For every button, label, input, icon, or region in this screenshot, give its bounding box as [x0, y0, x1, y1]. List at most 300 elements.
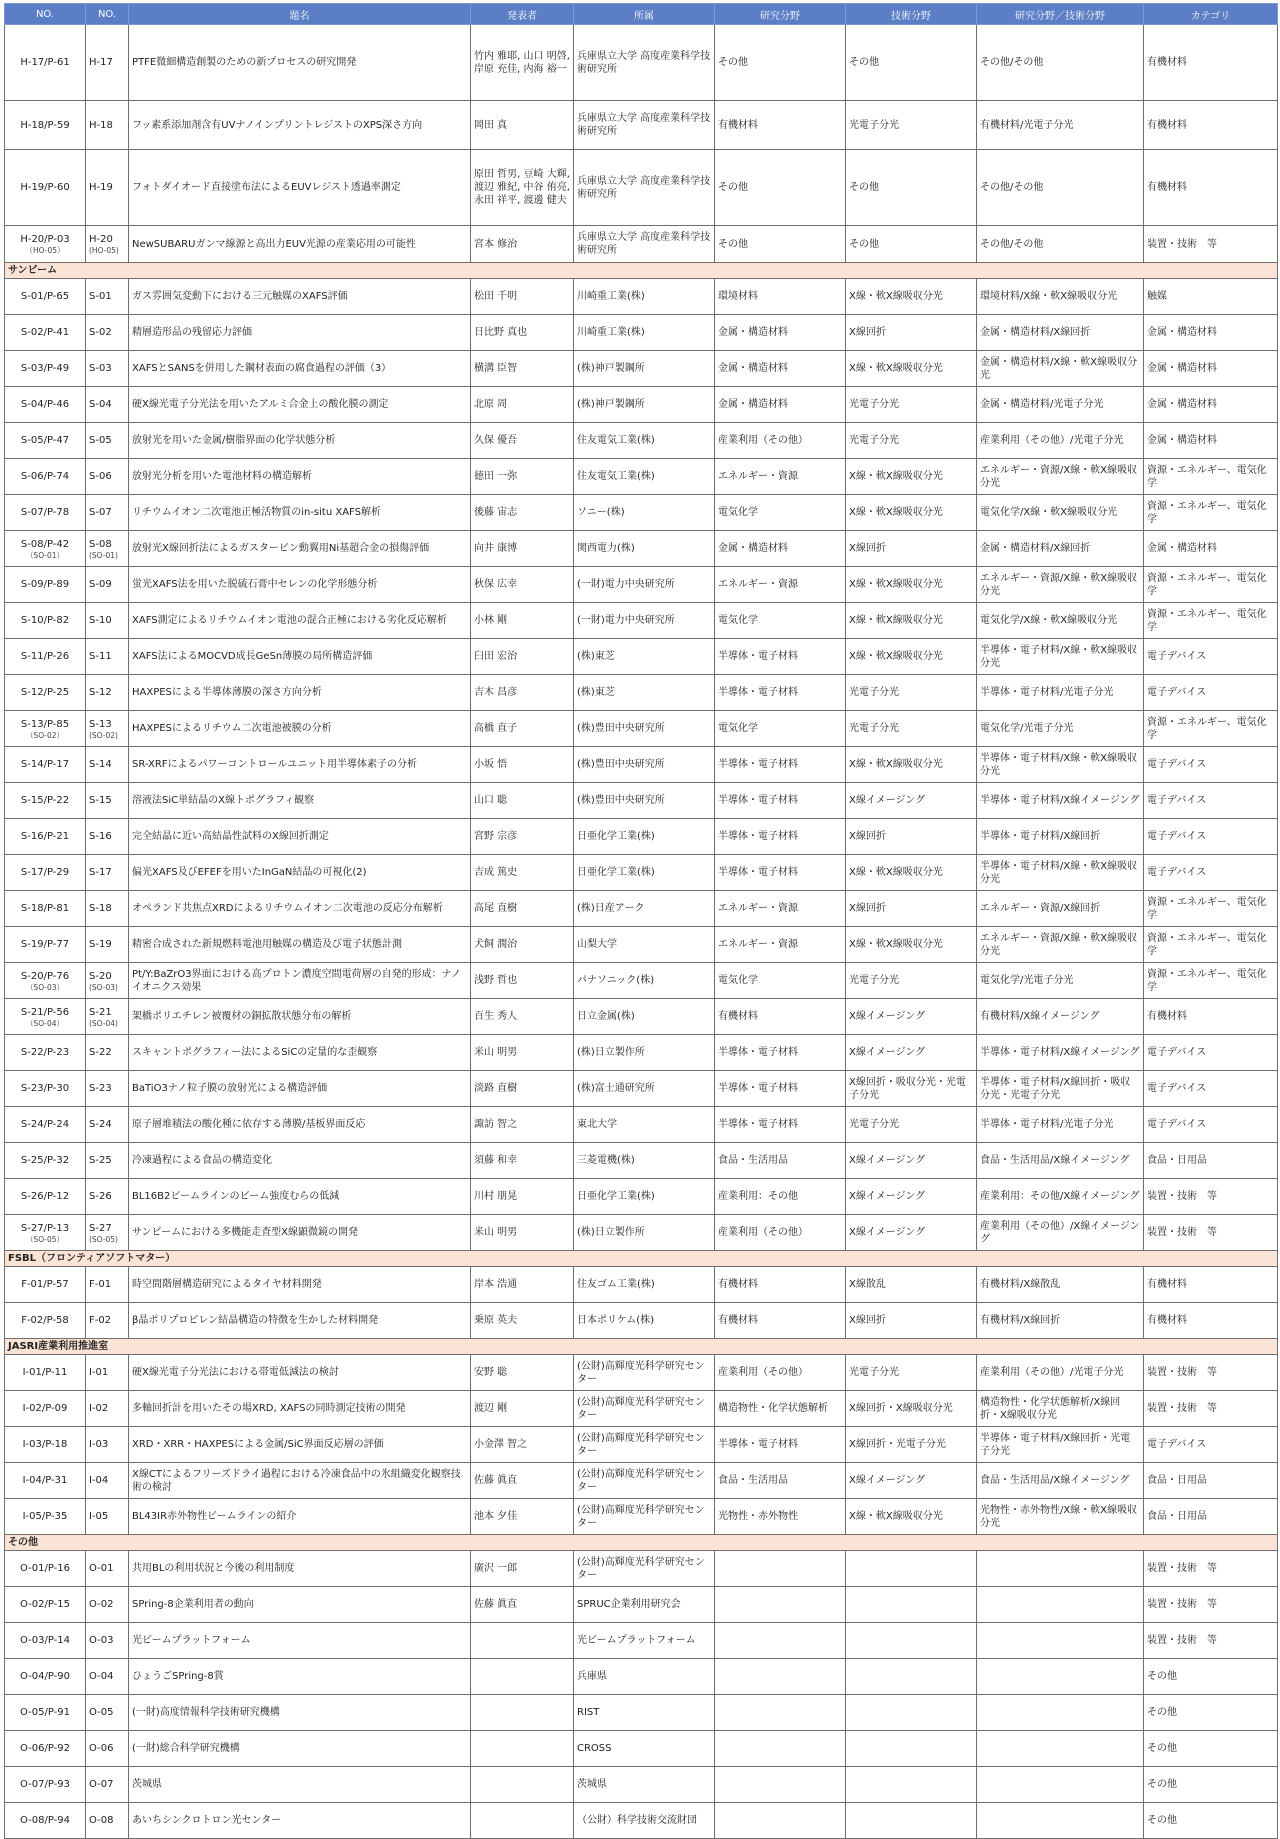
cell-no — [5, 1355, 86, 1391]
cell-category-text: 有機材料 — [1147, 1315, 1187, 1326]
cell-no-sub: （SO-01） — [25, 550, 65, 560]
cell-category-text: 資源・エネルギー、電気化学 — [1147, 572, 1267, 597]
cell-field-technique — [977, 387, 1144, 423]
cell-title — [129, 891, 471, 927]
cell-no — [5, 150, 86, 226]
cell-title-text: 精層造形品の残留応力評価 — [132, 327, 252, 338]
cell-research-field — [715, 1463, 846, 1499]
cell-affiliation — [574, 25, 715, 101]
cell-affiliation-text: 光ビームプラットフォーム — [577, 1635, 696, 1646]
cell-title-text: 原子層堆積法の酸化種に依存する薄膜/基板界面反応 — [132, 1119, 366, 1130]
cell-research-field-text: その他 — [718, 182, 748, 193]
cell-title — [129, 927, 471, 963]
cell-affiliation — [574, 1463, 715, 1499]
cell-no-short-text: S-04 — [89, 399, 112, 410]
cell-no — [5, 1143, 86, 1179]
cell-category — [1144, 1623, 1278, 1659]
cell-no — [5, 1071, 86, 1107]
cell-no-short — [86, 1551, 129, 1587]
cell-field-technique-text: 光物性・赤外物性/X線・軟X線吸収分光 — [980, 1504, 1138, 1529]
cell-technique — [846, 963, 977, 999]
cell-field-technique — [977, 1499, 1144, 1535]
cell-field-technique — [977, 279, 1144, 315]
cell-no — [5, 1587, 86, 1623]
cell-title-text: BL16B2ビームラインのビーム強度むらの低減 — [132, 1191, 340, 1202]
table-row — [5, 226, 1278, 263]
cell-no-text: S-27/P-13 — [20, 1222, 70, 1234]
cell-presenter-text: 吉木 昌彦 — [474, 687, 518, 698]
cell-title — [129, 1499, 471, 1535]
table-row — [5, 1695, 1278, 1731]
cell-category — [1144, 1587, 1278, 1623]
cell-field-technique — [977, 1659, 1144, 1695]
cell-title-text: (一財)総合科学研究機構 — [132, 1743, 240, 1754]
cell-technique-text: X線イメージング — [849, 795, 926, 806]
cell-technique — [846, 675, 977, 711]
cell-no-short-text: I-04 — [89, 1475, 109, 1486]
cell-title — [129, 1303, 471, 1339]
cell-no-text: O-04/P-90 — [20, 1671, 70, 1682]
cell-title-text: β晶ポリプロピレン結晶構造の特徴を生かした材料開発 — [132, 1315, 379, 1326]
cell-title — [129, 1071, 471, 1107]
cell-no-short-text: S-13 — [89, 718, 112, 730]
cell-affiliation — [574, 603, 715, 639]
cell-affiliation-text: (公財)高輝度光科学研究センター — [577, 1432, 705, 1457]
cell-affiliation — [574, 1767, 715, 1803]
cell-technique — [846, 351, 977, 387]
cell-presenter-text: 諏訪 智之 — [474, 1119, 518, 1130]
cell-no-text: I-01/P-11 — [22, 1367, 68, 1378]
cell-field-technique-text: 電気化学/光電子分光 — [980, 975, 1074, 986]
cell-category-text: 金属・構造材料 — [1147, 399, 1217, 410]
cell-no-short-text: I-01 — [89, 1367, 109, 1378]
cell-field-technique-text: 半導体・電子材料/X線・軟X線吸収分光 — [980, 752, 1138, 777]
table-row — [5, 423, 1278, 459]
cell-research-field-text: 環境材料 — [718, 291, 758, 302]
cell-field-technique — [977, 1143, 1144, 1179]
cell-no — [5, 1267, 86, 1303]
cell-presenter — [471, 567, 574, 603]
cell-technique-text: X線回折・吸収分光・光電子分光 — [849, 1076, 966, 1101]
cell-no — [5, 1391, 86, 1427]
cell-title — [129, 567, 471, 603]
cell-presenter — [471, 675, 574, 711]
cell-field-technique — [977, 927, 1144, 963]
cell-research-field-text: 金属・構造材料 — [718, 399, 788, 410]
cell-no-text: S-25/P-32 — [20, 1155, 70, 1166]
cell-technique-text: 光電子分光 — [849, 723, 899, 734]
cell-title-text: SPring-8企業利用者の動向 — [132, 1599, 254, 1610]
cell-category-text: 電子デバイス — [1147, 1119, 1207, 1130]
cell-no-text: F-02/P-58 — [21, 1315, 69, 1326]
cell-research-field — [715, 891, 846, 927]
cell-field-technique-text: 金属・構造材料/光電子分光 — [980, 399, 1104, 410]
cell-no-short — [86, 1463, 129, 1499]
cell-presenter — [471, 639, 574, 675]
cell-no-short — [86, 1071, 129, 1107]
cell-technique — [846, 1551, 977, 1587]
cell-title — [129, 279, 471, 315]
cell-technique-text: X線・軟X線吸収分光 — [849, 651, 943, 662]
cell-affiliation-text: (株)豊田中央研究所 — [577, 795, 665, 806]
cell-title-text: PTFE微細構造創製のための新プロセスの研究開発 — [132, 57, 357, 68]
cell-no — [5, 963, 86, 999]
cell-no-short-text: O-03 — [89, 1635, 114, 1646]
cell-technique-text: その他 — [849, 57, 879, 68]
cell-affiliation-text: (株)神戸製鋼所 — [577, 363, 645, 374]
cell-affiliation — [574, 819, 715, 855]
table-row — [5, 1499, 1278, 1535]
cell-category-text: 電子デバイス — [1147, 1083, 1207, 1094]
cell-technique — [846, 531, 977, 567]
cell-technique — [846, 495, 977, 531]
cell-affiliation — [574, 226, 715, 263]
cell-no-short-text: S-19 — [89, 939, 112, 950]
cell-no — [5, 783, 86, 819]
cell-technique — [846, 1427, 977, 1463]
cell-research-field-text: 金属・構造材料 — [718, 327, 788, 338]
cell-category-text: その他 — [1147, 1707, 1177, 1718]
cell-no-text: S-14/P-17 — [20, 759, 70, 770]
cell-no — [5, 423, 86, 459]
cell-no-short-text: H-18 — [89, 119, 113, 131]
cell-presenter — [471, 1035, 574, 1071]
cell-presenter — [471, 1463, 574, 1499]
cell-title — [129, 1215, 471, 1251]
cell-technique — [846, 150, 977, 226]
cell-affiliation-text: 川崎重工業(株) — [577, 327, 645, 338]
cell-field-technique — [977, 101, 1144, 150]
cell-research-field — [715, 1107, 846, 1143]
cell-affiliation-text: (株)豊田中央研究所 — [577, 759, 665, 770]
table-row — [5, 351, 1278, 387]
cell-affiliation — [574, 1179, 715, 1215]
cell-affiliation-text: 兵庫県立大学 高度産業科学技術研究所 — [577, 50, 711, 75]
cell-no — [5, 1215, 86, 1251]
cell-field-technique — [977, 1463, 1144, 1499]
table-row — [5, 783, 1278, 819]
cell-no-text: O-03/P-14 — [20, 1635, 70, 1646]
cell-category-text: 資源・エネルギー、電気化学 — [1147, 932, 1267, 957]
cell-technique — [846, 927, 977, 963]
cell-research-field — [715, 315, 846, 351]
cell-no-short — [86, 150, 129, 226]
cell-no — [5, 279, 86, 315]
cell-affiliation-text: 関西電力(株) — [577, 543, 635, 554]
cell-category-text: 金属・構造材料 — [1147, 327, 1217, 338]
cell-no — [5, 351, 86, 387]
table-row — [5, 387, 1278, 423]
cell-field-technique-text: 産業利用（その他）/光電子分光 — [980, 435, 1124, 446]
cell-title-text: あいちシンクロトロン光センター — [132, 1815, 282, 1826]
cell-no-sub: （SO-03） — [25, 982, 65, 992]
cell-presenter-text: 吉成 篤史 — [474, 867, 518, 878]
cell-no — [5, 1551, 86, 1587]
cell-research-field-text: 半導体・電子材料 — [718, 1119, 798, 1130]
cell-no-short — [86, 101, 129, 150]
cell-technique-text: X線・軟X線吸収分光 — [849, 507, 943, 518]
cell-affiliation-text: (公財)高輝度光科学研究センター — [577, 1396, 705, 1421]
cell-affiliation-text: 茨城県 — [577, 1779, 607, 1790]
cell-presenter — [471, 1551, 574, 1587]
cell-presenter-text: 淡路 直樹 — [474, 1083, 518, 1094]
cell-presenter-text: 宮本 修治 — [474, 238, 518, 250]
cell-title — [129, 639, 471, 675]
cell-title-text: リチウムイオン二次電池正極活物質のin-situ XAFS解析 — [132, 507, 381, 518]
cell-research-field-text: 電気化学 — [718, 615, 758, 626]
cell-no-text: S-20/P-76 — [20, 970, 70, 982]
cell-category — [1144, 1143, 1278, 1179]
cell-no — [5, 855, 86, 891]
cell-field-technique — [977, 1551, 1144, 1587]
cell-no-text: O-07/P-93 — [20, 1779, 70, 1790]
cell-affiliation-text: SPRUC企業利用研究会 — [577, 1599, 681, 1610]
cell-title-text: 硬X線光電子分光法を用いたアルミ合金上の酸化膜の測定 — [132, 399, 389, 410]
cell-field-technique-text: その他/その他 — [980, 238, 1044, 250]
cell-field-technique — [977, 675, 1144, 711]
cell-affiliation — [574, 1803, 715, 1839]
cell-no-short — [86, 711, 129, 747]
cell-research-field-text: 電気化学 — [718, 723, 758, 734]
cell-no — [5, 567, 86, 603]
cell-category-text: 資源・エネルギー、電気化学 — [1147, 716, 1267, 741]
cell-no-short — [86, 459, 129, 495]
cell-title — [129, 1731, 471, 1767]
cell-affiliation-text: 川崎重工業(株) — [577, 291, 645, 302]
cell-field-technique-text: 金属・構造材料/X線・軟X線吸収分光 — [980, 356, 1138, 381]
cell-research-field — [715, 101, 846, 150]
cell-affiliation-text: (株)東芝 — [577, 687, 615, 698]
cell-affiliation-text: (株)富士通研究所 — [577, 1083, 655, 1094]
cell-research-field — [715, 1215, 846, 1251]
cell-category — [1144, 351, 1278, 387]
cell-no-short — [86, 1215, 129, 1251]
cell-no-short — [86, 387, 129, 423]
cell-no-short-text: S-23 — [89, 1083, 112, 1094]
cell-no-short — [86, 226, 129, 263]
cell-research-field — [715, 1695, 846, 1731]
cell-no-text: S-08/P-42 — [20, 538, 70, 550]
cell-no-sub: （HO-05） — [25, 246, 65, 255]
cell-technique — [846, 279, 977, 315]
cell-title-text: 光ビームプラットフォーム — [132, 1635, 251, 1646]
cell-no-short-text: S-21 — [89, 1006, 112, 1018]
cell-technique — [846, 1587, 977, 1623]
cell-research-field — [715, 1587, 846, 1623]
cell-field-technique — [977, 531, 1144, 567]
cell-field-technique-text: 環境材料/X線・軟X線吸収分光 — [980, 291, 1118, 302]
cell-field-technique — [977, 891, 1144, 927]
cell-technique-text: X線回折 — [849, 1315, 886, 1326]
cell-no-short-text: S-17 — [89, 867, 112, 878]
cell-no-short-text: S-22 — [89, 1047, 112, 1058]
cell-presenter — [471, 963, 574, 999]
cell-no-short — [86, 603, 129, 639]
cell-no-short — [86, 999, 129, 1035]
section-header-row — [5, 1535, 1278, 1551]
cell-category-text: 電子デバイス — [1147, 831, 1207, 842]
cell-field-technique-text: 半導体・電子材料/X線イメージング — [980, 1047, 1140, 1058]
cell-affiliation — [574, 1551, 715, 1587]
cell-category-text: 電子デバイス — [1147, 759, 1207, 770]
cell-affiliation — [574, 711, 715, 747]
cell-affiliation-text: (株)日産アーク — [577, 903, 645, 914]
cell-technique-text: X線イメージング — [849, 1227, 926, 1238]
cell-title — [129, 495, 471, 531]
cell-category — [1144, 387, 1278, 423]
cell-technique — [846, 639, 977, 675]
cell-no-short — [86, 1767, 129, 1803]
cell-technique — [846, 1071, 977, 1107]
cell-research-field — [715, 567, 846, 603]
cell-affiliation-text: 日亜化学工業(株) — [577, 831, 655, 842]
cell-field-technique-text: 半導体・電子材料/X線回折・吸収分光・光電子分光 — [980, 1076, 1131, 1101]
cell-category — [1144, 1267, 1278, 1303]
cell-no — [5, 101, 86, 150]
cell-category-text: 装置・技術 等 — [1147, 1191, 1217, 1202]
cell-research-field-text: 産業利用（その他） — [718, 435, 808, 446]
cell-presenter-text: 横溝 臣智 — [474, 363, 518, 374]
cell-research-field — [715, 963, 846, 999]
cell-no-short-text: S-16 — [89, 831, 112, 842]
cell-presenter-text: 臼田 宏治 — [474, 651, 518, 662]
cell-technique — [846, 1731, 977, 1767]
cell-category-text: 電子デバイス — [1147, 687, 1207, 698]
cell-research-field — [715, 1355, 846, 1391]
cell-affiliation — [574, 1587, 715, 1623]
cell-no-short-text: S-10 — [89, 615, 112, 626]
header-research-field: 研究分野 — [715, 4, 846, 25]
cell-research-field — [715, 1267, 846, 1303]
cell-no-short-text: F-01 — [89, 1279, 112, 1290]
cell-field-technique-text: 半導体・電子材料/光電子分光 — [980, 687, 1114, 698]
cell-field-technique — [977, 1179, 1144, 1215]
cell-affiliation — [574, 387, 715, 423]
cell-field-technique — [977, 603, 1144, 639]
cell-category — [1144, 1463, 1278, 1499]
table-row — [5, 1355, 1278, 1391]
cell-research-field — [715, 531, 846, 567]
cell-research-field — [715, 639, 846, 675]
cell-presenter — [471, 101, 574, 150]
cell-affiliation-text: (株)日立製作所 — [577, 1227, 645, 1238]
cell-presenter-text: 池本 夕佳 — [474, 1511, 518, 1522]
cell-presenter — [471, 351, 574, 387]
cell-no-short-text: S-14 — [89, 759, 112, 770]
cell-category-text: 装置・技術 等 — [1147, 1563, 1217, 1574]
cell-affiliation — [574, 747, 715, 783]
cell-no-text: I-02/P-09 — [22, 1403, 68, 1414]
cell-no — [5, 1731, 86, 1767]
cell-category — [1144, 891, 1278, 927]
cell-no-short — [86, 783, 129, 819]
cell-no-short — [86, 1499, 129, 1535]
cell-category-text: 資源・エネルギー、電気化学 — [1147, 464, 1267, 489]
cell-affiliation — [574, 150, 715, 226]
cell-no — [5, 495, 86, 531]
cell-research-field — [715, 855, 846, 891]
cell-no-short-sub: (SO-05) — [89, 1234, 118, 1244]
table-row — [5, 1179, 1278, 1215]
cell-no-short-text: O-07 — [89, 1779, 114, 1790]
cell-title — [129, 1695, 471, 1731]
table-row — [5, 1267, 1278, 1303]
table-row — [5, 531, 1278, 567]
cell-presenter-text: 安野 聡 — [474, 1367, 508, 1378]
cell-title-text: HAXPESによるリチウム二次電池被膜の分析 — [132, 723, 332, 734]
cell-affiliation — [574, 1731, 715, 1767]
cell-category — [1144, 711, 1278, 747]
cell-affiliation-text: 住友ゴム工業(株) — [577, 1279, 655, 1290]
cell-field-technique — [977, 1427, 1144, 1463]
cell-no-short-text: O-02 — [89, 1599, 114, 1610]
cell-category — [1144, 1303, 1278, 1339]
cell-category-text: 電子デバイス — [1147, 651, 1207, 662]
cell-technique-text: X線・軟X線吸収分光 — [849, 363, 943, 374]
cell-affiliation — [574, 1035, 715, 1071]
cell-affiliation-text: (株)日立製作所 — [577, 1047, 645, 1058]
cell-affiliation-text: (一財)電力中央研究所 — [577, 615, 675, 626]
cell-no-short — [86, 1695, 129, 1731]
cell-affiliation-text: (公財)高輝度光科学研究センター — [577, 1504, 705, 1529]
cell-affiliation — [574, 1695, 715, 1731]
table-row — [5, 963, 1278, 999]
cell-affiliation — [574, 1303, 715, 1339]
cell-field-technique-text: 産業利用（その他）/光電子分光 — [980, 1367, 1124, 1378]
cell-technique-text: 光電子分光 — [849, 399, 899, 410]
cell-research-field-text: その他 — [718, 57, 748, 68]
cell-title-text: X線CTによるフリーズドライ過程における冷凍食品中の氷組織変化観察技術の検討 — [132, 1468, 461, 1493]
cell-no — [5, 1767, 86, 1803]
cell-technique — [846, 711, 977, 747]
cell-research-field-text: 半導体・電子材料 — [718, 687, 798, 698]
cell-field-technique — [977, 999, 1144, 1035]
cell-no — [5, 1803, 86, 1839]
cell-research-field-text: 半導体・電子材料 — [718, 1083, 798, 1094]
cell-affiliation — [574, 1659, 715, 1695]
cell-field-technique-text: 食品・生活用品/X線イメージング — [980, 1475, 1130, 1486]
cell-title — [129, 315, 471, 351]
cell-no — [5, 603, 86, 639]
cell-no-short — [86, 1355, 129, 1391]
cell-no-text: S-21/P-56 — [20, 1006, 70, 1018]
cell-no-text: S-22/P-23 — [20, 1047, 70, 1058]
cell-title — [129, 101, 471, 150]
cell-research-field — [715, 1303, 846, 1339]
cell-no-short-text: S-01 — [89, 291, 112, 302]
cell-presenter-text: 浅野 哲也 — [474, 975, 518, 986]
cell-title-text: サンビームにおける多機能走査型X線顕微鏡の開発 — [132, 1227, 358, 1238]
cell-title — [129, 531, 471, 567]
cell-affiliation — [574, 279, 715, 315]
cell-technique-text: X線・軟X線吸収分光 — [849, 291, 943, 302]
cell-technique — [846, 1215, 977, 1251]
cell-presenter — [471, 1215, 574, 1251]
cell-affiliation — [574, 351, 715, 387]
cell-research-field — [715, 387, 846, 423]
cell-technique-text: X線・軟X線吸収分光 — [849, 471, 943, 482]
cell-technique-text: X線・軟X線吸収分光 — [849, 579, 943, 590]
cell-research-field — [715, 1659, 846, 1695]
cell-technique — [846, 101, 977, 150]
cell-presenter — [471, 459, 574, 495]
cell-no-short — [86, 675, 129, 711]
cell-technique-text: X線イメージング — [849, 1191, 926, 1202]
cell-affiliation — [574, 531, 715, 567]
cell-category — [1144, 1035, 1278, 1071]
cell-no-text: H-18/P-59 — [20, 119, 70, 131]
cell-field-technique-text: 半導体・電子材料/X線イメージング — [980, 795, 1140, 806]
